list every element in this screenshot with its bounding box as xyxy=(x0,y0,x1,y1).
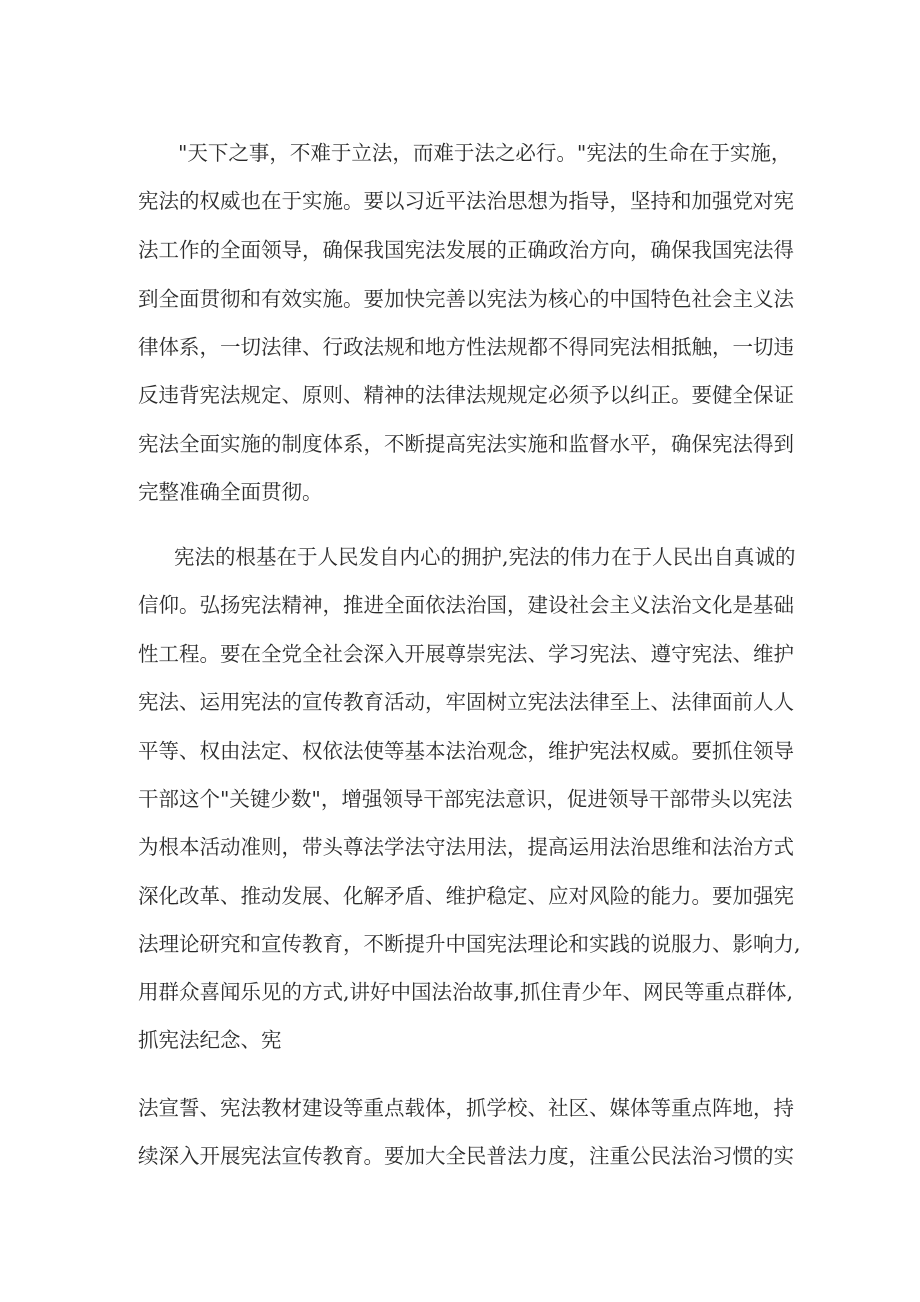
paragraph-2-line-5: 平等、权由法定、权依法使等基本法治观念，维护宪法权威。要抓住领导 xyxy=(138,739,794,763)
paragraph-2-line-3: 性工程。要在全党全社会深入开展尊崇宪法、学习宪法、遵守宪法、维护 xyxy=(138,642,794,666)
paragraph-3-line-2: 续深入开展宪法宣传教育。要加大全民普法力度，注重公民法治习惯的实 xyxy=(138,1144,794,1168)
paragraph-3-line-1: 法宣誓、宪法教材建设等重点载体，抓学校、社区、媒体等重点阵地，持 xyxy=(138,1096,794,1120)
paragraph-2-line-7: 为根本活动准则，带头尊法学法守法用法，提高运用法治思维和法治方式 xyxy=(138,835,794,859)
paragraph-2-line-11: 抓宪法纪念、宪 xyxy=(138,1028,282,1052)
paragraph-2-line-1: 宪法的根基在于人民发自内心的拥护,宪法的伟力在于人民出自真诚的 xyxy=(174,545,796,569)
paragraph-1-line-1: "天下之事，不难于立法，而难于法之必行。"宪法的生命在于实施， xyxy=(178,141,792,165)
paragraph-2-line-10: 用群众喜闻乐见的方式,讲好中国法治故事,抓住青少年、网民等重点群体, xyxy=(138,980,794,1004)
paragraph-1-line-6: 反违背宪法规定、原则、精神的法律法规规定必须予以纠正。要健全保证 xyxy=(138,383,794,407)
paragraph-1-line-5: 律体系，一切法律、行政法规和地方性法规都不得同宪法相抵触，一切违 xyxy=(138,335,794,359)
paragraph-1-line-3: 法工作的全面领导，确保我国宪法发展的正确政治方向，确保我国宪法得 xyxy=(138,238,794,262)
paragraph-2-line-8: 深化改革、推动发展、化解矛盾、维护稳定、应对风险的能力。要加强宪 xyxy=(138,884,794,908)
paragraph-1-line-8: 完整准确全面贯彻。 xyxy=(138,480,323,504)
paragraph-2-line-9: 法理论研究和宣传教育，不断提升中国宪法理论和实践的说服力、影响力, xyxy=(138,932,801,956)
paragraph-1-line-7: 宪法全面实施的制度体系，不断提高宪法实施和监督水平，确保宪法得到 xyxy=(138,432,794,456)
paragraph-2-line-2: 信仰。弘扬宪法精神，推进全面依法治国，建设社会主义法治文化是基础 xyxy=(138,593,794,617)
paragraph-1-line-4: 到全面贯彻和有效实施。要加快完善以宪法为核心的中国特色社会主义法 xyxy=(138,287,794,311)
paragraph-2-line-6: 干部这个"关键少数"，增强领导干部宪法意识，促进领导干部带头以宪法 xyxy=(138,787,793,811)
paragraph-1-line-2: 宪法的权威也在于实施。要以习近平法治思想为指导，坚持和加强党对宪 xyxy=(138,189,794,213)
paragraph-2-line-4: 宪法、运用宪法的宣传教育活动，牢固树立宪法法律至上、法律面前人人 xyxy=(138,690,794,714)
